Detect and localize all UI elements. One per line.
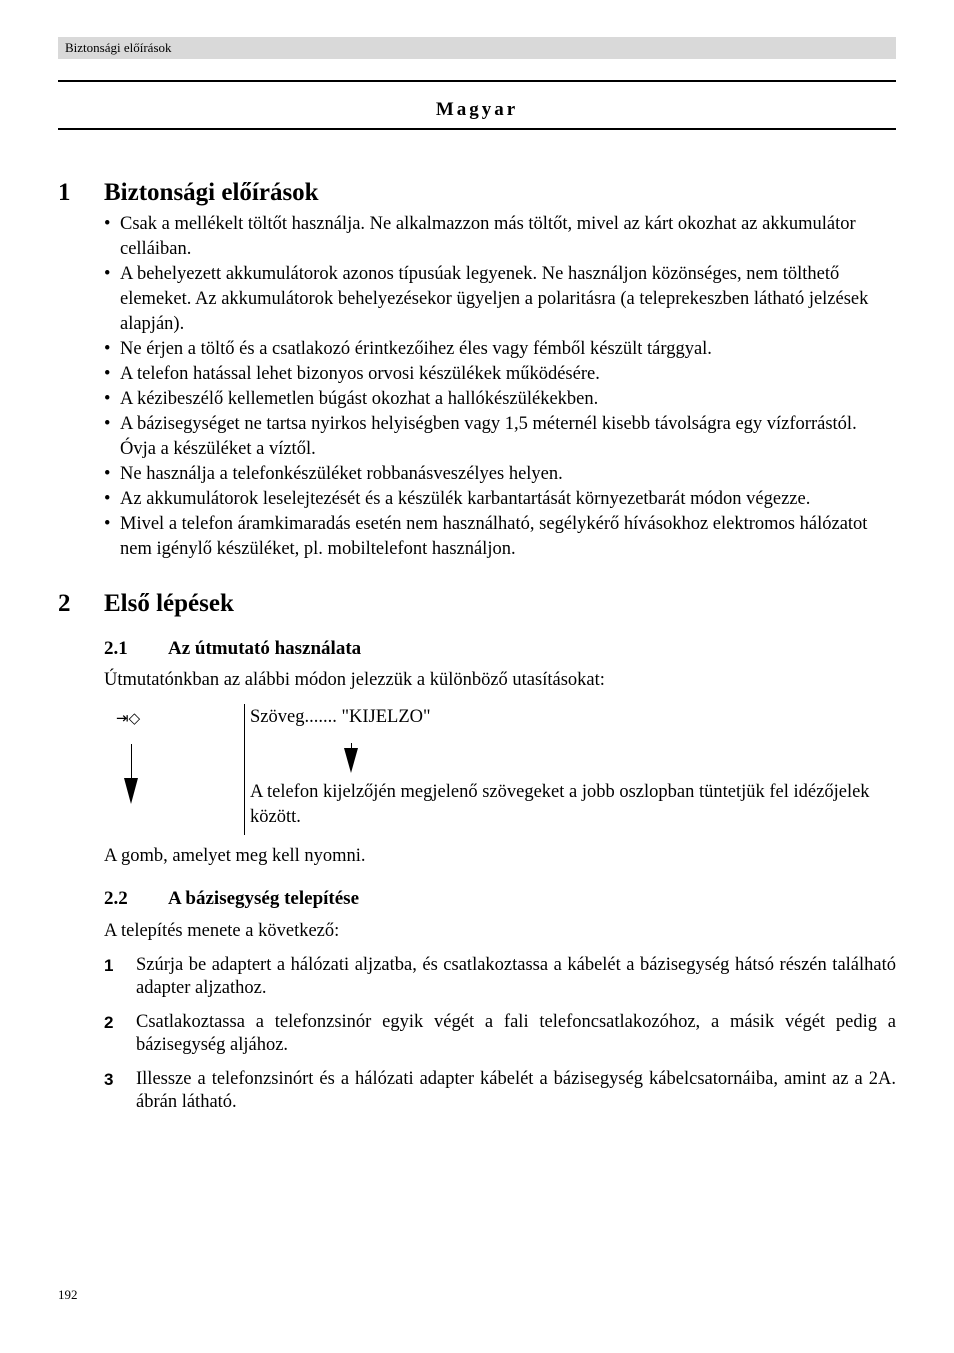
page-number: 192	[58, 1287, 78, 1302]
step-item	[104, 1011, 896, 1057]
list-item: • Ne használja a telefonkészüléket robbanásveszélyes helyen.	[104, 462, 894, 487]
section-title: Biztonsági előírások	[104, 179, 319, 206]
display-example: Szöveg....... "KIJELZO"	[250, 707, 431, 727]
language-heading: Magyar	[435, 99, 519, 120]
subsection-number: 2.2	[104, 888, 128, 909]
divider	[58, 80, 896, 82]
arrow-down-icon	[344, 748, 358, 773]
list-item: • Ne érjen a töltő és a csatlakozó érintkezőihez éles vagy fémből készült tárggyal.	[104, 337, 894, 362]
safety-list	[104, 212, 894, 562]
subsection-2-1-heading	[104, 638, 361, 660]
intro-text: A telepítés menete a következő:	[104, 921, 340, 941]
list-item: • A behelyezett akkumulátorok azonos típusúak legyenek. Ne használjon közönséges, nem tölthető elemeket. Az akkumulátorok behelyezésekor ügyeljen a polaritásra (a teleprekeszben látható jelzések alapján).	[104, 262, 894, 337]
list-item: • A bázisegységet ne tartsa nyirkos helyiségben vagy 1,5 méternél kisebb távolságra egy vízforrástól. Óvja a készüléket a víztől.	[104, 412, 894, 462]
subsection-number: 2.1	[104, 638, 128, 659]
section-number: 2	[58, 590, 71, 617]
list-item: • Az akkumulátorok leselejtezését és a készülék karbantartását környezetbarát módon végezze.	[104, 487, 894, 512]
column-divider	[244, 704, 245, 835]
section-number: 1	[58, 179, 71, 206]
step-text: Szúrja be adaptert a hálózati aljzatba, és csatlakoztassa a kábelét a bázisegység hátsó részén található adapter aljzathoz.	[136, 955, 896, 998]
intro-text: Útmutatónkban az alábbi módon jelezzük a különböző utasításokat:	[104, 670, 605, 690]
step-text: Illessze a telefonzsinórt és a hálózati adapter kábelét a bázisegység kábelcsatornáiba, amint az a 2A. ábrán látható.	[136, 1069, 896, 1112]
arrow-down-icon	[124, 778, 138, 804]
key-press-icon: ⇥◇	[116, 709, 141, 727]
subsection-title: A bázisegység telepítése	[168, 888, 360, 909]
section-2-heading	[58, 590, 234, 618]
display-description: A telefon kijelzőjén megjelenő szövegeket a jobb oszlopban tüntetjük fel idézőjelek között.	[250, 782, 870, 827]
button-description: A gomb, amelyet meg kell nyomni.	[104, 846, 366, 866]
divider	[58, 128, 896, 130]
running-header: Biztonsági előírások	[58, 37, 896, 59]
install-steps	[104, 954, 896, 1125]
step-number: 2	[104, 1013, 114, 1032]
step-item	[104, 954, 896, 1000]
section-1-heading	[58, 179, 319, 207]
step-item	[104, 1068, 896, 1114]
subsection-title: Az útmutató használata	[168, 638, 362, 659]
list-item: • Csak a mellékelt töltőt használja. Ne alkalmazzon más töltőt, mivel az kárt okozhat az akkumulátor celláiban.	[104, 212, 894, 262]
step-number: 1	[104, 956, 114, 975]
list-item: • Mivel a telefon áramkimaradás esetén nem használható, segélykérő hívásokhoz elektromos hálózatot nem igénylő készüléket, pl. mobiltelefont használjon.	[104, 512, 894, 562]
subsection-2-2-heading	[104, 888, 359, 910]
list-item: • A telefon hatással lehet bizonyos orvosi készülékek működésére.	[104, 362, 894, 387]
section-title: Első lépések	[104, 590, 234, 617]
list-item: • A kézibeszélő kellemetlen búgást okozhat a hallókészülékekben.	[104, 387, 894, 412]
step-text: Csatlakoztassa a telefonzsinór egyik végét a fali telefoncsatlakozóhoz, a másik végét pedig a bázisegység aljához.	[136, 1012, 896, 1055]
step-number: 3	[104, 1070, 114, 1089]
